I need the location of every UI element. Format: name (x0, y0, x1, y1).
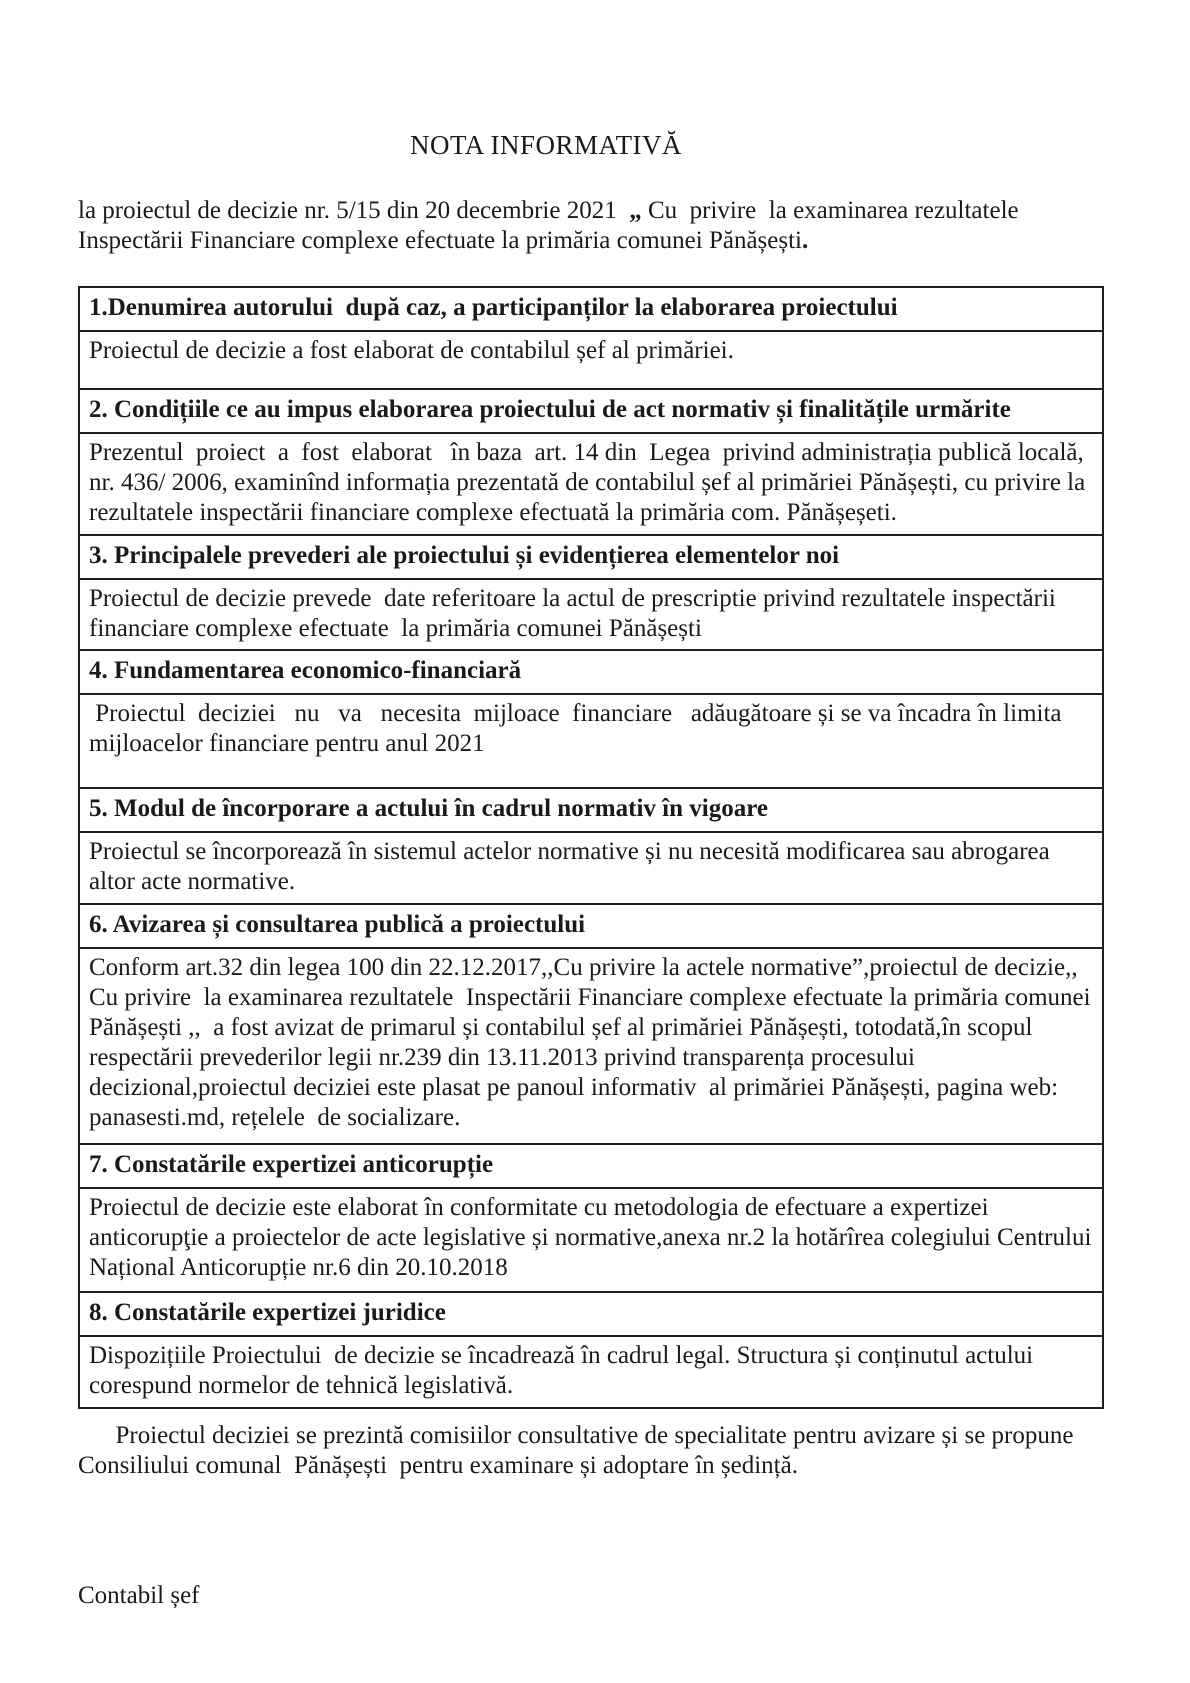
intro-final-period: . (802, 227, 809, 254)
intro-text-before-quote: la proiectul de decizie nr. 5/15 din 20 decembrie 2021 (78, 197, 630, 224)
intro-paragraph (78, 196, 1104, 256)
document-title: NOTA INFORMATIVĂ (409, 130, 683, 160)
section-1-header: 1.Denumirea autorului după caz, a participanților la elaborarea proiectului (89, 294, 898, 321)
intro-quote-mark: „ (629, 197, 642, 224)
section-1-content: Proiectul de decizie a fost elaborat de contabilul șef al primăriei. (80, 330, 1102, 388)
section-6-content: Conform art.32 din legea 100 din 22.12.2017,,Cu privire la actele normative”,proiectul de decizie,, Cu privire la examinarea rezultatele Inspectării Financiare complexe efectuate la primăria comunei Pănășești ,, a fost avizat de primarul și contabilul șef al primăriei Pănășești, totodată,în scopul respectării prevederilor legii nr.239 din 13.11.2013 privind transparența procesului decizional,proiectul deciziei este plasat pe panoul informativ al primăriei Pănășești, pagina web: panasesti.md, rețelele de socializare. (80, 947, 1102, 1143)
info-table (78, 286, 1104, 1409)
section-2-content: Prezentul proiect a fost elaborat în baza art. 14 din Legea privind administrația publică locală, nr. 436/ 2006, examinînd informația prezentată de contabilul șef al primăriei Pănășești, cu privire la rezultatele inspectării financiare complexe efectuată la primăria com. Pănășeșeti. (80, 432, 1102, 534)
section-6-header: 6. Avizarea și consultarea publică a proiectului (80, 903, 1102, 947)
section-4-content: Proiectul deciziei nu va necesita mijloace financiare adăugătoare și se va încadra în limita mijloacelor financiare pentru anul 2021 (80, 693, 1102, 787)
section-5-content: Proiectul se încorporează în sistemul actelor normative și nu necesită modificarea sau abrogarea altor acte normative. (80, 831, 1102, 903)
section-8-header: 8. Constatările expertizei juridice (80, 1291, 1102, 1335)
section-3-content: Proiectul de decizie prevede date referitoare la actul de prescriptie privind rezultatele inspectării financiare complexe efectuate la primăria comunei Pănășești (80, 578, 1102, 649)
section-7-header: 7. Constatările expertizei anticorupție (80, 1143, 1102, 1187)
section-2-header: 2. Condițiile ce au impus elaborarea proiectului de act normativ și finalitățile urmărite (80, 388, 1102, 432)
section-3-header: 3. Principalele prevederi ale proiectului și evidențierea elementelor noi (80, 534, 1102, 578)
signature-line: Contabil șef (78, 1582, 200, 1609)
section-7-content: Proiectul de decizie este elaborat în conformitate cu metodologia de efectuare a expertizei anticorupţie a proiectelor de acte legislative și normative,anexa nr.2 la hotărîrea colegiului Centrului Național Anticorupție nr.6 din 20.10.2018 (80, 1187, 1102, 1291)
intro-text-after-quote: Cu privire la examinarea rezultatele Inspectării Financiare complexe efectuate la primăria comunei Pănășești (78, 197, 1025, 254)
section-5-header: 5. Modul de încorporare a actului în cadrul normativ în vigoare (80, 787, 1102, 831)
document-content (78, 0, 1104, 1636)
section-8-content: Dispozițiile Proiectului de decizie se încadrează în cadrul legal. Structura și conținutul actului corespund normelor de tehnică legislativă. (80, 1335, 1102, 1407)
closing-paragraph: Proiectul deciziei se prezintă comisiilor consultative de specialitate pentru avizare și se propune Consiliului comunal Pănășești pentru examinare și adoptare în ședință. (78, 1422, 1080, 1479)
section-4-header: 4. Fundamentarea economico-financiară (80, 649, 1102, 693)
